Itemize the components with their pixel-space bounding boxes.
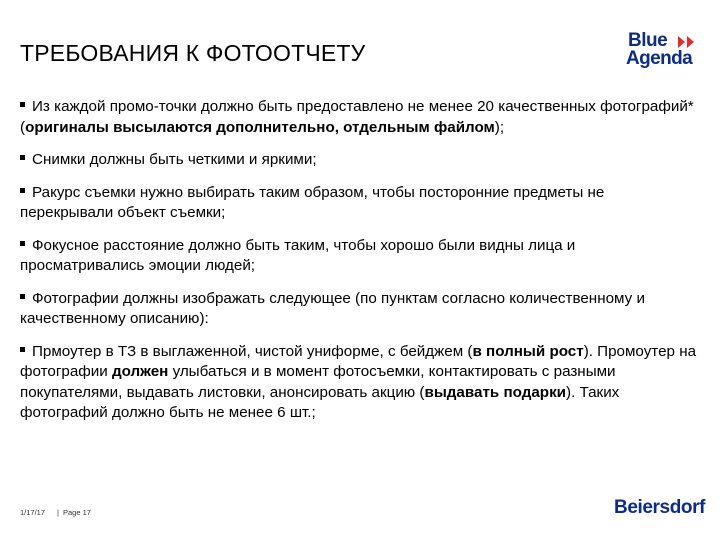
list-item [20, 342, 700, 424]
slide-footer [20, 508, 91, 517]
item-text: Из каждой промо-точки должно быть предоставлено не менее 20 качественных фотографий* ( [20, 98, 694, 136]
item-text: ). Промоутер на фотографии [20, 342, 697, 380]
slide-title: ТРЕБОВАНИЯ К ФОТООТЧЕТУ [20, 40, 366, 66]
bullet-icon [20, 102, 25, 107]
item-text: Фокусное расстояние должно быть таким, чтобы хорошо были видны лица и просматривались эмоции людей; [20, 236, 576, 274]
double-chevron-right-icon [676, 35, 700, 49]
item-text: Ракурс съемки нужно выбирать таким образом, чтобы посторонние предметы не перекрывали объект съемки; [20, 183, 605, 221]
item-bold-text: выдавать подарки [424, 383, 567, 401]
list-item [20, 236, 700, 277]
item-bold-text: в полный рост [472, 342, 584, 360]
bullet-icon [20, 294, 25, 299]
item-text: Снимки должны быть четкими и яркими; [32, 151, 317, 168]
blue-agenda-logo [626, 30, 716, 74]
footer-date: 1/17/17 [20, 508, 46, 517]
logo-line-1: Blue [628, 30, 668, 51]
item-text: улыбаться и в момент фотосъемки, контактировать с разными покупателями, выдавать листовки, анонсировать акцию ( [20, 363, 616, 401]
footer-page-number: Page 17 [62, 508, 91, 517]
list-item [20, 183, 700, 224]
item-text: ). Таких фотографий должно быть не менее 6 шт.; [20, 383, 620, 421]
bullet-icon [20, 241, 25, 246]
bullet-icon [20, 188, 25, 193]
logo-line-2: Agenda [626, 48, 693, 69]
bullet-icon [20, 347, 25, 352]
requirements-list [20, 97, 700, 436]
item-text: Фотографии должны изображать следующее (по пунктам согласно количественному и качественному описанию): [20, 289, 645, 327]
list-item [20, 289, 700, 330]
bullet-icon [20, 155, 25, 160]
item-text: Прмоутер в ТЗ в выглаженной, чистой униформе, с бейджем ( [32, 342, 473, 360]
item-bold-text: оригиналы высылаются дополнительно, отдельным файлом [25, 118, 495, 136]
list-item [20, 97, 700, 138]
list-item [20, 150, 700, 171]
footer-separator: | [57, 508, 59, 517]
beiersdorf-logo: Beiersdorf [614, 497, 706, 518]
item-text: ); [494, 118, 505, 136]
item-bold-text: должен [111, 363, 169, 380]
